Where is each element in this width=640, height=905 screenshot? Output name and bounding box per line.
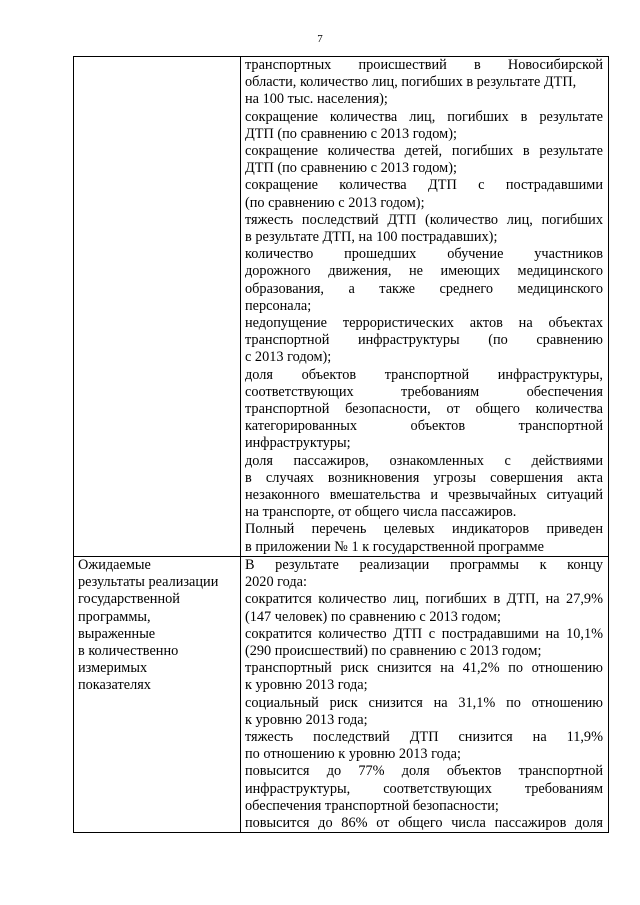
text-line: социальный риск снизится на 31,1% по отношению bbox=[245, 694, 603, 711]
text-line: транспортной инфраструктуры (по сравнению bbox=[245, 332, 603, 349]
text-line: тяжесть последствий ДТП снизится на 11,9% bbox=[245, 728, 603, 745]
expected-results-cell bbox=[241, 556, 609, 832]
text-line: инфраструктуры, соответствующих требованиям bbox=[245, 780, 603, 797]
text-line: 2020 года: bbox=[245, 574, 308, 591]
text-line: тяжесть последствий ДТП (количество лиц, погибших bbox=[245, 211, 603, 228]
text-line: (290 происшествий) по сравнению с 2013 годом; bbox=[245, 642, 542, 659]
text-line: образования, а также среднего медицинского bbox=[245, 280, 603, 297]
text-line: количество прошедших обучение участников bbox=[245, 246, 603, 263]
text-line: ДТП (по сравнению с 2013 годом); bbox=[245, 125, 457, 142]
text-line: в приложении № 1 к государственной программе bbox=[245, 538, 544, 555]
label-line: программы, bbox=[78, 608, 151, 625]
label-line: показателях bbox=[78, 677, 151, 694]
text-line: дорожного движения, не имеющих медицинского bbox=[245, 263, 603, 280]
text-line: Полный перечень целевых индикаторов приведен bbox=[245, 521, 603, 538]
text-line: сократится количество лиц, погибших в ДТП, на 27,9% bbox=[245, 591, 603, 608]
text-line: (по сравнению с 2013 годом); bbox=[245, 194, 425, 211]
text-line: инфраструктуры; bbox=[245, 435, 351, 452]
text-line: в результате ДТП, на 100 пострадавших); bbox=[245, 229, 498, 246]
text-line: по отношению к уровню 2013 года; bbox=[245, 746, 461, 763]
text-line: В результате реализации программы к концу bbox=[245, 556, 603, 573]
text-line: сократится количество ДТП с пострадавшими на 10,1% bbox=[245, 625, 603, 642]
text-line: (147 человек) по сравнению с 2013 годом; bbox=[245, 608, 501, 625]
text-line: в случаях возникновения угрозы совершения акта bbox=[245, 469, 603, 486]
label-line: в количественно bbox=[78, 642, 179, 659]
table-row bbox=[74, 556, 609, 832]
target-indicators-cell bbox=[241, 57, 609, 557]
text-line: доля объектов транспортной инфраструктуры, bbox=[245, 366, 603, 383]
label-line: результаты реализации bbox=[78, 574, 219, 591]
text-line: сокращение количества ДТП с пострадавшими bbox=[245, 177, 603, 194]
text-line: соответствующих требованиям обеспечения bbox=[245, 383, 603, 400]
text-line: незаконного вмешательства и чрезвычайных ситуаций bbox=[245, 487, 603, 504]
text-line: с 2013 годом); bbox=[245, 349, 332, 366]
text-line: области, количество лиц, погибших в результате ДТП, bbox=[245, 74, 577, 91]
label-line: измеримых bbox=[78, 660, 148, 677]
text-line: обеспечения транспортной безопасности; bbox=[245, 797, 499, 814]
text-line: транспортный риск снизится на 41,2% по отношению bbox=[245, 660, 603, 677]
text-line: транспортных происшествий в Новосибирской bbox=[245, 57, 603, 73]
row-label-cell bbox=[74, 57, 241, 557]
text-line: категорированных объектов транспортной bbox=[245, 418, 603, 435]
text-line: недопущение террористических актов на объектах bbox=[245, 315, 603, 332]
text-line: к уровню 2013 года; bbox=[245, 711, 368, 728]
text-line: повысится до 77% доля объектов транспортной bbox=[245, 763, 603, 780]
text-line: ДТП (по сравнению с 2013 годом); bbox=[245, 160, 457, 177]
page-number: 7 bbox=[317, 33, 323, 45]
text-line: сокращение количества детей, погибших в результате bbox=[245, 143, 603, 160]
text-line: сокращение количества лиц, погибших в результате bbox=[245, 108, 603, 125]
text-line: транспортной безопасности, от общего количества bbox=[245, 401, 603, 418]
expected-results-label-cell bbox=[74, 556, 241, 832]
text-line: на транспорте, от общего числа пассажиров. bbox=[245, 504, 517, 521]
text-line: доля пассажиров, ознакомленных с действиями bbox=[245, 452, 603, 469]
program-passport-table bbox=[73, 56, 609, 833]
label-line: государственной bbox=[78, 591, 180, 608]
table-row bbox=[74, 57, 609, 557]
text-line: повысится до 86% от общего числа пассажиров доля bbox=[245, 814, 603, 831]
text-line: персонала; bbox=[245, 297, 312, 314]
text-line: к уровню 2013 года; bbox=[245, 677, 368, 694]
text-line: на 100 тыс. населения); bbox=[245, 91, 388, 108]
label-line: выраженные bbox=[78, 625, 156, 642]
label-line: Ожидаемые bbox=[78, 556, 151, 573]
